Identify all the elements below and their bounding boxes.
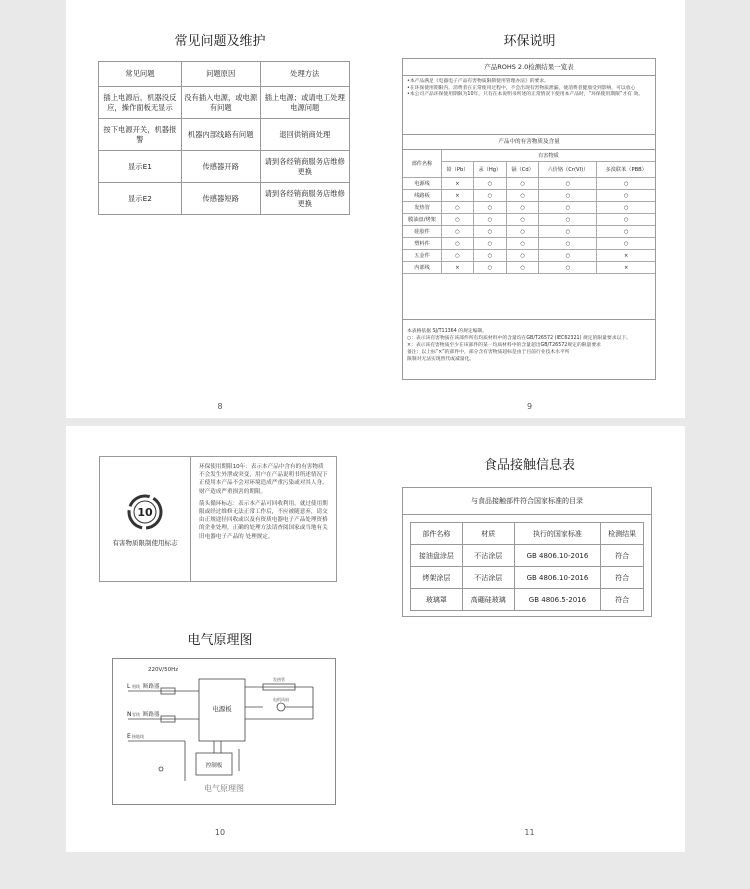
note-line: •本产品满足《电器电子产品有害物质限制使用管理办法》的要求。: [407, 79, 549, 84]
mark-cell: ○: [473, 190, 506, 202]
table-cell: 符合: [601, 567, 644, 589]
food-contact-box: [402, 487, 652, 617]
mark-cell: ○: [473, 226, 506, 238]
note-line: •在环保使用期限内，消费者在正常使用过程中，不会出现有害物质泄漏，使消费者健康受到影响，可以放心: [407, 85, 636, 91]
part-name-cell: 五金件: [403, 250, 442, 262]
heater-label: 发热管: [273, 677, 285, 682]
control-board-label: 控制板: [205, 763, 223, 769]
rohs-footer: [403, 319, 655, 379]
mark-cell: ○: [506, 190, 539, 202]
table-cell: 烤架涂层: [411, 567, 463, 589]
rohs-row: [403, 262, 655, 274]
mark-cell: ○: [442, 226, 474, 238]
table-cell: 显示E1: [99, 151, 182, 183]
mark-cell: ○: [597, 226, 655, 238]
footer-line: 本表格依据 SJ/T11364 的规定编制。: [407, 329, 488, 334]
header-cell: 检测结果: [601, 523, 644, 545]
mark-cell: ○: [597, 238, 655, 250]
n-note: 零线: [132, 712, 140, 717]
page-number: 10: [214, 828, 226, 837]
recycle-10-icon: [125, 492, 165, 532]
circuit-title: 电气原理图: [187, 633, 253, 648]
table-cell: 符合: [601, 545, 644, 567]
env-paragraph: 环保使用期限10年：表示本产品中含有的有害物质不会发生外泄或突变，用户在产品说明书所述情况下正使用本产品不会对环境造成严重污染或对其人身、财产造成严重损害的期限。: [199, 464, 328, 495]
mark-cell: ○: [539, 262, 597, 274]
env-logo-number: 10: [137, 505, 153, 519]
fan-label: 电机风扇: [273, 697, 289, 702]
rohs-subtitle: 产品中的有害物质及含量: [403, 135, 655, 150]
env-logo-panel: [100, 457, 191, 581]
page-title: 食品接触信息表: [483, 458, 575, 473]
faq-table: [98, 61, 350, 215]
n-breaker-label: 断路器: [143, 712, 160, 718]
header-cell: 部件名称: [403, 150, 442, 178]
table-cell: 玻璃罩: [411, 589, 463, 611]
l-note: 相线: [132, 684, 140, 689]
mark-cell: ○: [539, 190, 597, 202]
mark-cell: ○: [506, 214, 539, 226]
table-cell: 传感器短路: [181, 183, 260, 215]
mark-cell: ○: [506, 262, 539, 274]
substance-header: 汞（Hg）: [473, 162, 506, 178]
mark-cell: ○: [539, 226, 597, 238]
table-cell: 退回供销商处理: [260, 119, 349, 151]
mark-cell: ○: [473, 238, 506, 250]
l-breaker-label: 断路器: [143, 684, 160, 690]
mark-cell: ○: [473, 178, 506, 190]
part-name-cell: 发热管: [403, 202, 442, 214]
header-cell: 执行的国家标准: [514, 523, 601, 545]
mark-cell: ○: [473, 202, 506, 214]
mark-cell: ○: [473, 214, 506, 226]
rohs-row: [403, 214, 655, 226]
table-cell: 传感器开路: [181, 151, 260, 183]
mark-cell: ○: [539, 202, 597, 214]
rohs-row: [403, 250, 655, 262]
header-cell: 有害物质: [442, 150, 656, 162]
mark-cell: ×: [442, 190, 474, 202]
substance-header: 镉（Cd）: [506, 162, 539, 178]
table-cell: 请到各经销商服务店维修更换: [260, 151, 349, 183]
mark-cell: ○: [442, 202, 474, 214]
part-name-cell: 电源线: [403, 178, 442, 190]
table-cell: 按下电源开关，机器报警: [99, 119, 182, 151]
page-8: [66, 0, 374, 418]
rohs-row: [403, 190, 655, 202]
mark-cell: ○: [597, 202, 655, 214]
food-table-title: 与食品接触部件符合国家标准的目录: [403, 488, 651, 515]
l-label: L: [127, 683, 131, 690]
mark-cell: ○: [539, 178, 597, 190]
mark-cell: ○: [442, 214, 474, 226]
table-row: [99, 151, 350, 183]
footer-line: ×：表示该有害物质至少在该部件的某一均质材料中的含量超出GB/T26572规定的限量要求: [407, 343, 601, 348]
table-cell: GB 4806.10-2016: [514, 545, 601, 567]
circuit-diagram: [112, 658, 336, 805]
table-cell: 插上电源；或请电工处理电源问题: [260, 87, 349, 119]
table-row: [99, 119, 350, 151]
mark-cell: ○: [506, 202, 539, 214]
table-cell: GB 4806.10-2016: [514, 567, 601, 589]
substance-header: 铅（Pb）: [442, 162, 474, 178]
rohs-row: [403, 178, 655, 190]
table-row: [99, 183, 350, 215]
table-row: [99, 87, 350, 119]
rohs-table: [403, 150, 655, 274]
table-cell: GB 4806.5-2016: [514, 589, 601, 611]
mark-cell: ○: [539, 250, 597, 262]
table-row: [411, 545, 644, 567]
mark-cell: ×: [442, 178, 474, 190]
page-10: [66, 426, 374, 852]
rohs-row: [403, 238, 655, 250]
table-cell: 高硼硅玻璃: [462, 589, 514, 611]
n-label: N: [127, 711, 132, 718]
mark-cell: ○: [473, 250, 506, 262]
mark-cell: ○: [597, 178, 655, 190]
table-cell: 不沾涂层: [462, 567, 514, 589]
rohs-table-box: [402, 58, 656, 380]
mark-cell: ○: [506, 238, 539, 250]
rohs-row: [403, 226, 655, 238]
page-11: [374, 426, 685, 852]
mark-cell: ×: [597, 262, 655, 274]
part-name-cell: 硅胶件: [403, 226, 442, 238]
rohs-notes: [403, 76, 655, 135]
part-name-cell: 内部线: [403, 262, 442, 274]
table-cell: 符合: [601, 589, 644, 611]
table-cell: 接油盘涂层: [411, 545, 463, 567]
mark-cell: ×: [597, 250, 655, 262]
rohs-row: [403, 202, 655, 214]
mark-cell: ○: [442, 250, 474, 262]
page-9: [374, 0, 685, 418]
mark-cell: ○: [442, 238, 474, 250]
header-cell: 常见问题: [99, 62, 182, 87]
table-cell: 机器内部线路有问题: [181, 119, 260, 151]
mark-cell: ○: [539, 214, 597, 226]
e-note: 接地线: [132, 734, 144, 739]
footer-line: ○：表示该有害物质在该部件所有均质材料中的含量均在GB/T26572 (IEC62321) 规定的限量要求以下。: [407, 336, 631, 341]
env-text: [191, 457, 336, 581]
page-number: 8: [217, 402, 223, 411]
mark-cell: ○: [597, 190, 655, 202]
voltage-label: 220V/50Hz: [148, 667, 179, 673]
part-name-cell: 线路板: [403, 190, 442, 202]
header-cell: 处理方法: [260, 62, 349, 87]
table-row: [411, 589, 644, 611]
table-cell: 显示E2: [99, 183, 182, 215]
footer-line: 限制对无法实现替代或减量化。: [407, 357, 475, 362]
table-cell: 请到各经销商服务店维修更换: [260, 183, 349, 215]
mark-cell: ○: [506, 178, 539, 190]
food-table: [410, 522, 644, 611]
part-name-cell: 膜油盘/烤架: [403, 214, 442, 226]
e-label: E: [127, 733, 131, 740]
table-cell: 插上电源后，机器没反应，操作面板无显示: [99, 87, 182, 119]
note-line: •本公司产品环保使用期限为10年，只有在本说明书所述的正常情况下使用本产品时，“环保使用期限”才有 效。: [407, 92, 644, 98]
table-row: [411, 567, 644, 589]
header-cell: 问题原因: [181, 62, 260, 87]
mark-cell: ×: [442, 262, 474, 274]
header-cell: 部件名称: [411, 523, 463, 545]
env-caption: 有害物质限制使用标志: [112, 538, 178, 547]
rohs-table-title: 产品ROHS 2.0检测结果一览表: [403, 59, 655, 76]
page-number: 11: [524, 828, 535, 837]
header-cell: 材质: [462, 523, 514, 545]
table-cell: 没有插入电源，或电源有问题: [181, 87, 260, 119]
mark-cell: ○: [597, 214, 655, 226]
env-box: [99, 456, 337, 582]
mark-cell: ○: [539, 238, 597, 250]
page-number: 9: [526, 402, 533, 411]
power-board-label: 电源板: [212, 705, 232, 713]
part-name-cell: 塑料件: [403, 238, 442, 250]
env-paragraph: 箭头循环标志：表示本产品可回收利用。就过使用期限或经过维修无法正常工作后，不应被随意弃，请交由正规途径回收或以及有资质电器电子产品处理资格的企业处理，正确的处理方法请查阅国家或当地有关旧电器电子产品的 处理规定。: [199, 500, 328, 540]
page-title: 常见问题及维护: [174, 34, 266, 49]
footer-line: 备注：以上标“×”的部件中，部分含有害物质超标是由于目前行业技术水平所: [407, 350, 570, 355]
circuit-caption: 电气原理图: [204, 784, 244, 793]
substance-header: 六价铬（Cr(VI)）: [539, 162, 597, 178]
rohs-body: [403, 178, 655, 274]
substance-header: 多溴联苯（PBB）: [597, 162, 655, 178]
mark-cell: ○: [506, 226, 539, 238]
table-cell: 不沾涂层: [462, 545, 514, 567]
mark-cell: ○: [506, 250, 539, 262]
page-title: 环保说明: [503, 34, 556, 49]
mark-cell: ○: [473, 262, 506, 274]
